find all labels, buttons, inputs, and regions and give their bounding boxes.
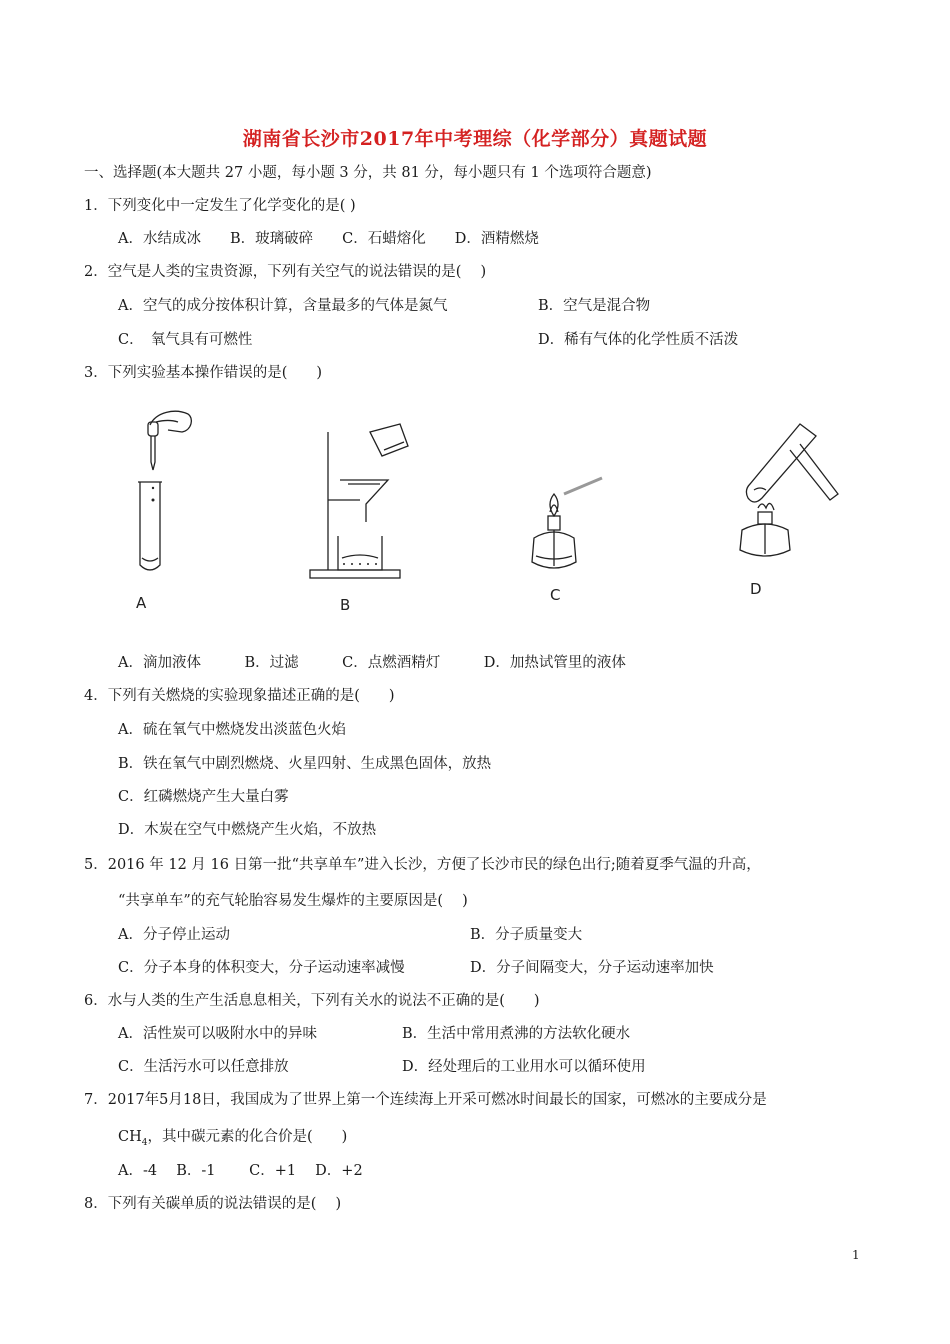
question-2-option-a: A．空气的成分按体积计算，含量最多的气体是氮气 [118, 298, 448, 314]
figure-c-alcohol-lamp [520, 470, 630, 580]
figure-d-label: D [750, 580, 762, 598]
section-heading: 一、选择题(本大题共 27 小题，每小题 3 分，共 81 分，每小题只有 1 个选项符合题意) [84, 165, 652, 181]
question-2-stem: 2．空气是人类的宝贵资源，下列有关空气的说法错误的是( ) [84, 264, 487, 280]
figure-b-filtration [300, 420, 430, 590]
formula-ch4: CH [118, 1129, 142, 1145]
question-1-options: A．水结成冰 B．玻璃破碎 C．石蜡熔化 D．酒精燃烧 [118, 231, 539, 247]
question-1-stem: 1．下列变化中一定发生了化学变化的是( ) [84, 198, 356, 214]
question-4-option-d: D．木炭在空气中燃烧产生火焰，不放热 [118, 822, 377, 838]
question-8-stem: 8．下列有关碳单质的说法错误的是( ) [84, 1196, 342, 1212]
question-6-option-d: D．经处理后的工业用水可以循环使用 [402, 1059, 646, 1075]
figure-d-heating-tube [720, 420, 860, 580]
question-7-stem-line2 [118, 1127, 347, 1153]
question-3-figures [110, 400, 870, 630]
question-7-stem-line1: 7．2017年5月18日，我国成为了世界上第一个连续海上开采可燃冰时间最长的国家，可燃冰的主要成分是 [84, 1092, 767, 1108]
figure-a-label: A [136, 594, 147, 612]
question-7-options: A．-4 B．-1 C．+1 D．+2 [118, 1163, 363, 1179]
page-number: 1 [852, 1248, 860, 1262]
question-3-options: A．滴加液体 B．过滤 C．点燃酒精灯 D．加热试管里的液体 [118, 655, 626, 671]
question-5-option-c: C．分子本身的体积变大，分子运动速率减慢 [118, 960, 405, 976]
question-6-option-b: B．生活中常用煮沸的方法软化硬水 [402, 1026, 631, 1042]
question-5-stem-line1: 5．2016 年 12 月 16 日第一批“共享单车”进入长沙，方便了长沙市民的绿色出行;随着夏季气温的升高， [84, 857, 761, 873]
question-2-option-c: C． 氧气具有可燃性 [118, 332, 253, 348]
question-6-stem: 6．水与人类的生产生活息息相关，下列有关水的说法不正确的是( ) [84, 993, 540, 1009]
question-5-stem-line2: “共享单车”的充气轮胎容易发生爆炸的主要原因是( ) [118, 893, 468, 909]
question-7-stem-rest: ，其中碳元素的化合价是( ) [147, 1129, 348, 1145]
question-2-option-b: B．空气是混合物 [538, 298, 651, 314]
question-3-stem: 3．下列实验基本操作错误的是( ) [84, 365, 323, 381]
question-4-stem: 4．下列有关燃烧的实验现象描述正确的是( ) [84, 688, 395, 704]
figure-b-label: B [340, 596, 351, 614]
figure-a-dropper [120, 400, 210, 580]
formula-subscript: 4 [141, 1137, 148, 1148]
question-5-option-d: D．分子间隔变大，分子运动速率加快 [470, 960, 714, 976]
question-6-option-a: A．活性炭可以吸附水中的异味 [118, 1026, 317, 1042]
question-2-option-d: D．稀有气体的化学性质不活泼 [538, 332, 739, 348]
question-4-option-a: A．硫在氧气中燃烧发出淡蓝色火焰 [118, 722, 346, 738]
question-4-option-c: C．红磷燃烧产生大量白雾 [118, 789, 289, 805]
figure-c-label: C [550, 586, 561, 604]
page-title: 湖南省长沙市2017年中考理综（化学部分）真题试题 [242, 128, 708, 150]
question-4-option-b: B．铁在氧气中剧烈燃烧、火星四射、生成黑色固体，放热 [118, 756, 492, 772]
question-5-option-a: A．分子停止运动 [118, 927, 230, 943]
question-5-option-b: B．分子质量变大 [470, 927, 583, 943]
question-6-option-c: C．生活污水可以任意排放 [118, 1059, 289, 1075]
